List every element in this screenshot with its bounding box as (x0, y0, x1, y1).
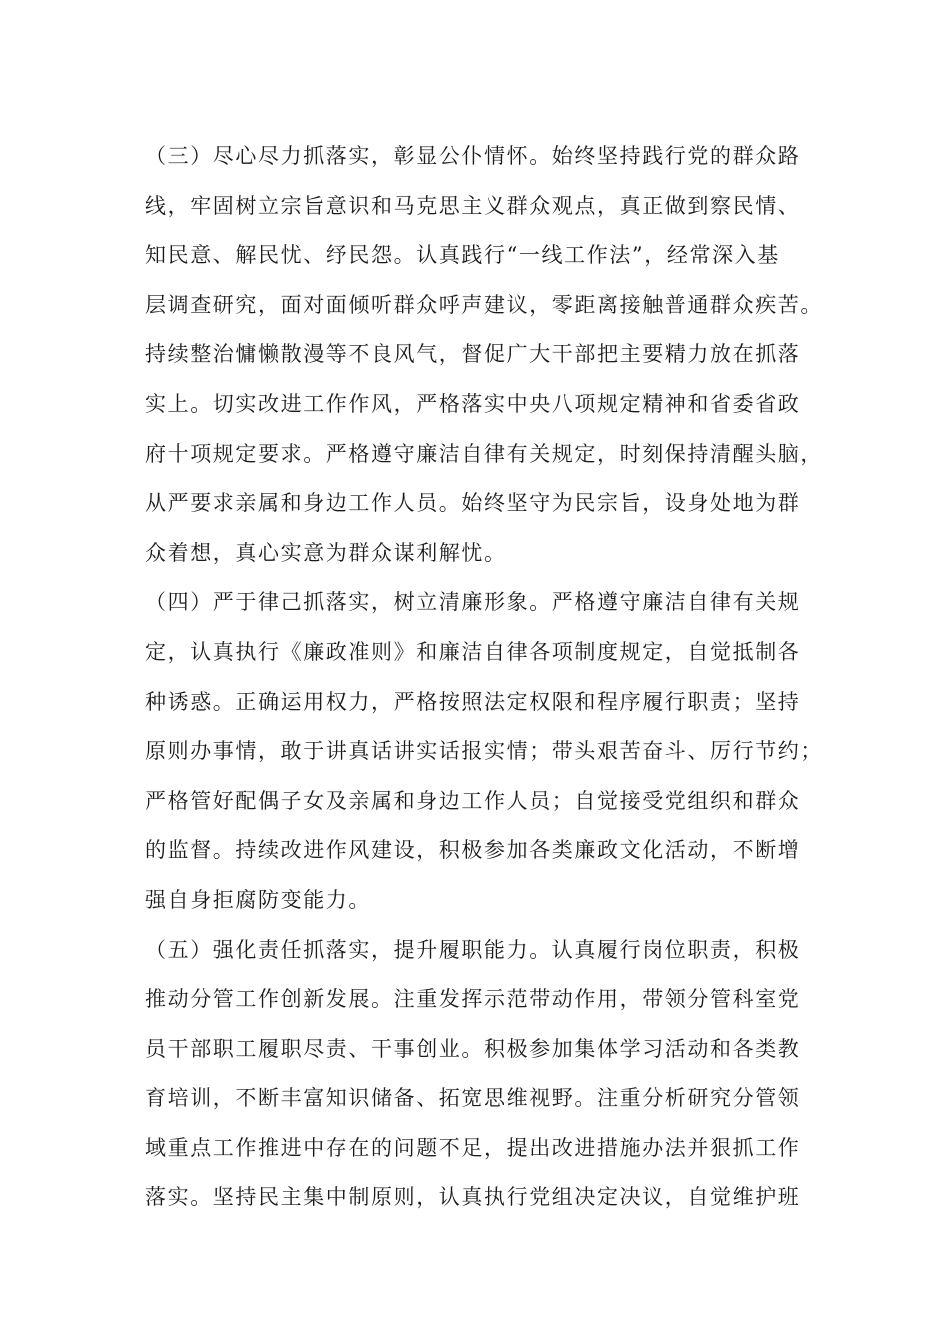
text-line: 层调查研究，面对面倾听群众呼声建议，零距离接触普通群众疾苦。 (145, 292, 823, 317)
document-body (145, 132, 825, 1223)
text-line: 持续整治慵懒散漫等不良风气，督促广大干部把主要精力放在抓落 (145, 342, 801, 367)
text-line: 落实。坚持民主集中制原则，认真执行党组决定决议，自觉维护班 (145, 1185, 801, 1210)
text-line: （四）严于律己抓落实，树立清廉形象。严格遵守廉洁自律有关规 (145, 590, 801, 615)
text-line: 的监督。持续改进作风建设，积极参加各类廉政文化活动，不断增 (145, 838, 801, 863)
text-line: 实上。切实改进工作作风，严格落实中央八项规定精神和省委省政 (145, 391, 801, 416)
text-line: 域重点工作推进中存在的问题不足，提出改进措施办法并狠抓工作 (145, 1135, 801, 1160)
text-line: 众着想，真心实意为群众谋利解忧。 (145, 540, 507, 565)
text-line: 严格管好配偶子女及亲属和身边工作人员；自觉接受党组织和群众 (145, 788, 801, 813)
text-line: （三）尽心尽力抓落实，彰显公仆情怀。始终坚持践行党的群众路 (145, 144, 801, 168)
text-line: 育培训，不断丰富知识储备、拓宽思维视野。注重分析研究分管领 (145, 1086, 801, 1111)
text-line: 员干部职工履职尽责、干事创业。积极参加集体学习活动和各类教 (145, 1036, 801, 1061)
text-line: 从严要求亲属和身边工作人员。始终坚守为民宗旨，设身处地为群 (145, 491, 801, 516)
text-line: 线，牢固树立宗旨意识和马克思主义群众观点，真正做到察民情、 (145, 193, 801, 218)
text-line: 强自身拒腐防变能力。 (145, 887, 371, 912)
text-line: （五）强化责任抓落实，提升履职能力。认真履行岗位职责，积极 (145, 937, 801, 962)
text-line: 原则办事情，敢于讲真话讲实话报实情；带头艰苦奋斗、厉行节约； (145, 739, 823, 764)
text-line: 知民意、解民忧、纾民怨。认真践行“一线工作法”，经常深入基 (145, 243, 780, 268)
text-line: 府十项规定要求。严格遵守廉洁自律有关规定，时刻保持清醒头脑， (145, 441, 823, 466)
text-line: 种诱惑。正确运用权力，严格按照法定权限和程序履行职责；坚持 (145, 689, 801, 714)
text-line: 推动分管工作创新发展。注重发挥示范带动作用，带领分管科室党 (145, 987, 801, 1012)
text-line: 定，认真执行《廉政准则》和廉洁自律各项制度规定，自觉抵制各 (145, 639, 801, 664)
